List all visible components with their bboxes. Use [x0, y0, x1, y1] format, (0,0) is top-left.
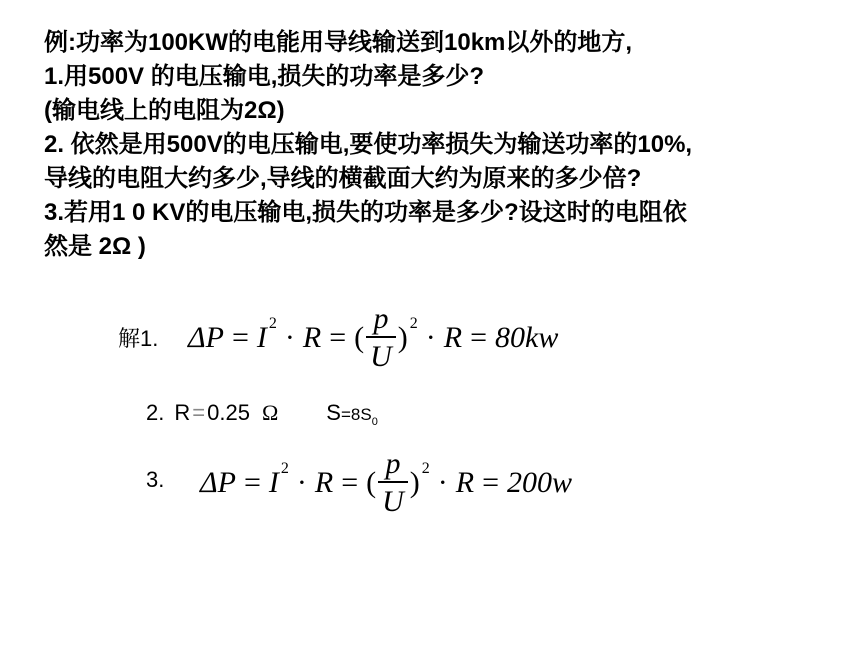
solution-1-label: 解1.: [118, 326, 159, 351]
ohm-symbol: Ω: [261, 400, 279, 425]
fraction-p-over-u: $\frac{p}{U}$: [378, 449, 408, 517]
problem-line-6: 3.若用1 0 KV的电压输电,损失的功率是多少?设这时的电阻依: [44, 199, 687, 226]
problem-line-7: 然是 2Ω ): [44, 233, 146, 260]
solution-3-formula: ΔP = I 2 · R = ( $\frac{p}{U}$ ) 2 · R = 200w: [200, 447, 573, 518]
solution-3-label: 3.: [146, 467, 165, 492]
solution-2-answer: 2. R = 0.25 Ω S =8S 0: [146, 400, 378, 428]
problem-statement: [44, 26, 844, 264]
fraction-p-over-u: $\frac{p}{U}$: [366, 304, 396, 372]
problem-line-3: (输电线上的电阻为2Ω): [44, 97, 285, 124]
solution-1-formula: ΔP = I 2 · R = ( $\frac{p}{U}$ ) 2 · R = 80kw: [188, 302, 559, 373]
problem-line-4: 2. 依然是用500V的电压输电,要使功率损失为输送功率的10%,: [44, 131, 693, 158]
problem-line-2: 1.用500V 的电压输电,损失的功率是多少?: [44, 63, 485, 90]
problem-line-5: 导线的电阻大约多少,导线的横截面大约为原来的多少倍?: [44, 165, 642, 192]
problem-line-1: 例:功率为100KW的电能用导线输送到10km以外的地方,: [44, 29, 633, 56]
